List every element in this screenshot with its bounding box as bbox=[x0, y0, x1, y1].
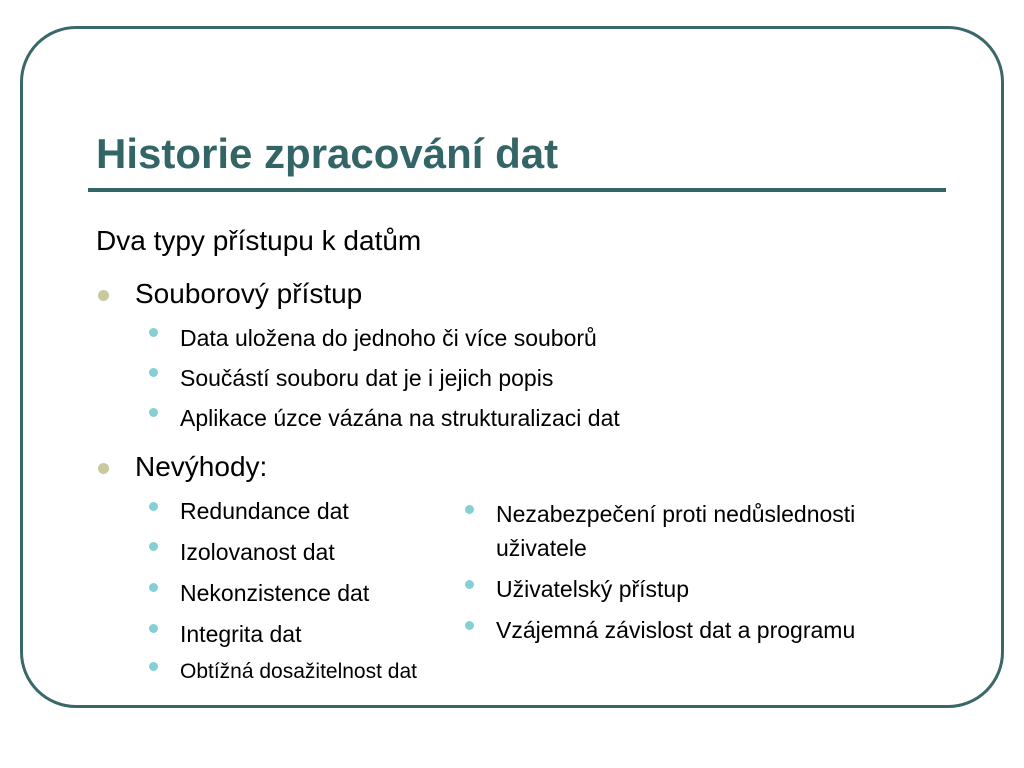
level2-bullet-icon bbox=[149, 542, 158, 551]
level2-bullet-icon bbox=[149, 583, 158, 592]
list-item: Data uložena do jednoho či více souborů bbox=[180, 325, 597, 351]
level2-bullet-icon bbox=[149, 662, 158, 671]
level2-bullet-icon bbox=[149, 624, 158, 633]
list-item: Nekonzistence dat bbox=[180, 580, 370, 606]
level1-bullet-icon bbox=[98, 463, 109, 474]
section-label-soubor: Souborový přístup bbox=[135, 278, 363, 309]
list-item: Izolovanost dat bbox=[180, 539, 335, 565]
level2-bullet-icon bbox=[149, 368, 158, 377]
list-item: Součástí souboru dat je i jejich popis bbox=[180, 365, 554, 391]
list-item: Vzájemná závislost dat a programu bbox=[496, 617, 856, 643]
section-label-nevyhody: Nevýhody: bbox=[135, 451, 268, 482]
level1-bullet-icon bbox=[98, 290, 109, 301]
list-item: Nezabezpečení proti nedůslednosti bbox=[496, 501, 856, 527]
list-item: Obtížná dosažitelnost dat bbox=[180, 660, 417, 683]
list-item-continuation: uživatele bbox=[496, 535, 587, 561]
list-item: Uživatelský přístup bbox=[496, 576, 690, 602]
level2-bullet-icon bbox=[149, 408, 158, 417]
slide-title: Historie zpracování dat bbox=[96, 130, 559, 177]
level2-bullet-icon bbox=[465, 505, 474, 514]
level2-bullet-icon bbox=[149, 328, 158, 337]
list-item: Redundance dat bbox=[180, 498, 349, 524]
level2-bullet-icon bbox=[465, 580, 474, 589]
title-underline bbox=[88, 188, 946, 192]
list-item: Integrita dat bbox=[180, 621, 302, 647]
level2-bullet-icon bbox=[149, 502, 158, 511]
intro-text: Dva typy přístupu k datům bbox=[96, 225, 422, 256]
level2-bullet-icon bbox=[465, 621, 474, 630]
list-item: Aplikace úzce vázána na strukturalizaci dat bbox=[180, 405, 620, 431]
